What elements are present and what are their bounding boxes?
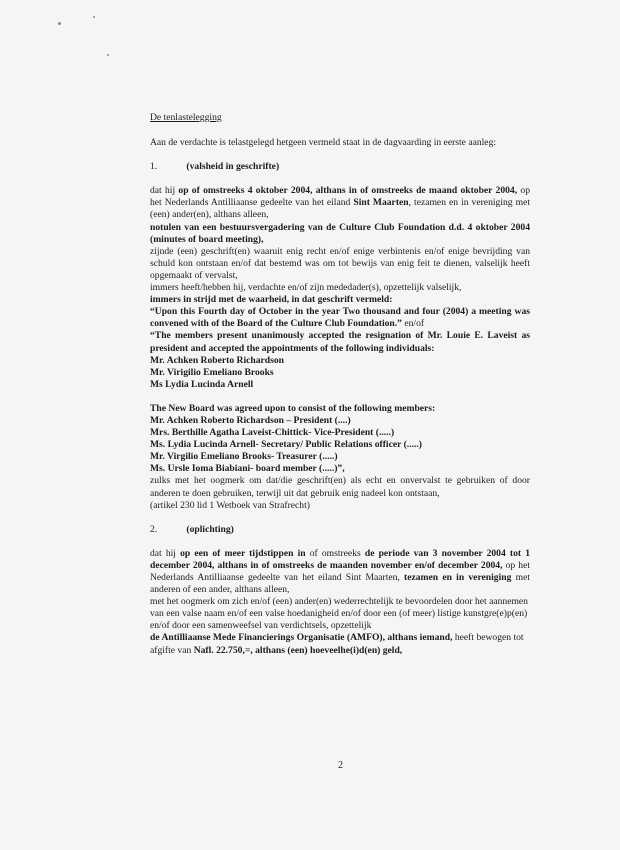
page-number: 2 xyxy=(338,760,343,771)
board-member-line: Ms. Lydia Lucinda Arnell- Secretary/ Public Relations officer (.....) xyxy=(150,439,422,451)
quote-2: “The members present unanimously accepted the resignation of Mr. Louie E. Laveist as president and accepted the appointments of the following individuals: xyxy=(150,330,530,354)
section-heading: De tenlastelegging xyxy=(150,112,222,123)
board-member-line: Ms. Ursle Ioma Biabiani- board member (.....)”, xyxy=(150,463,345,475)
article-reference: (artikel 230 lid 1 Wetboek van Strafrecht) xyxy=(150,499,310,511)
scan-speck xyxy=(93,16,95,18)
intro-paragraph: Aan de verdachte is telastgelegd hetgeen vermeld staat in de dagvaarding in eerste aanleg: xyxy=(150,137,497,149)
section-2-title: (oplichting) xyxy=(186,523,234,535)
text-run: op het Nederlands Antilliaanse gedeelte van het eiland Sint Maarten, xyxy=(150,559,530,583)
section-2-opening xyxy=(150,548,530,596)
text-run: met anderen of een ander, althans alleen, xyxy=(150,572,530,596)
board-member-line: Mr. Achken Roberto Richardson – President (....) xyxy=(150,414,351,426)
section-2-final xyxy=(150,632,530,656)
quote-1-text: “Upon this Fourth day of October in the year Two thousand and four (2004) a meeting was convened with of the Board of the Culture Club Foundation.” xyxy=(150,306,530,330)
board-member-line: Mr. Virgilio Emeliano Brooks- Treasurer (.....) xyxy=(150,451,338,463)
quote-1 xyxy=(150,306,530,330)
text-run: heeft bewogen tot afgifte van xyxy=(150,632,524,656)
text-run-bold: op of omstreeks 4 oktober 2004, althans in of omstreeks de maand oktober 2004, xyxy=(178,185,518,197)
section-2-number: 2. xyxy=(150,523,158,535)
text-run: of omstreeks xyxy=(305,547,365,559)
text-run-bold: op een of meer tijdstippen in xyxy=(180,547,306,559)
minutes-title: notulen van een bestuursvergadering van de Culture Club Foundation d.d. 4 oktober 2004 (minutes of board meeting), xyxy=(150,221,530,245)
text-run-bold: tezamen en in vereniging xyxy=(404,572,512,583)
document-body xyxy=(150,112,530,657)
truth-line: immers in strijd met de waarheid, in dat geschrift vermeld: xyxy=(150,294,393,306)
section-1-number: 1. xyxy=(150,161,158,173)
section-1-title: (valsheid in geschrifte) xyxy=(186,161,280,173)
text-run-bold: Sint Maarten xyxy=(353,197,409,209)
section-1-body-1: zijnde (een) geschrift(en) waaruit enig recht en/of enige verbintenis en/of enige bevrijding van schuld kon ontstaan en/of dat bestemd was om tot bewijs van enig feit te dienen, valselijk heeft opgemaakt of vervalst, xyxy=(150,245,530,281)
section-1-heading xyxy=(150,161,530,173)
section-1-body-2: immers heeft/hebben hij, verdachte en/of zijn mededader(s), opzettelijk valselijk, xyxy=(150,282,462,294)
board-member-line: Mrs. Berthille Agatha Laveist-Chittick- Vice-President (.....) xyxy=(150,427,395,439)
text-run-bold: de Antilliaanse Mede Financierings Organisatie (AMFO), althans iemand, xyxy=(150,632,453,644)
text-run: dat hij xyxy=(150,547,181,559)
scan-speck xyxy=(107,54,109,56)
scan-speck xyxy=(58,22,61,25)
text-run-bold: de periode van 3 november 2004 tot 1 december 2004, althans in of omstreeks de maanden november en/of december 2004, xyxy=(150,547,531,571)
section-1-opening xyxy=(150,185,530,221)
text-run: , tezamen en in vereniging met (een) ander(en), althans alleen, xyxy=(150,197,530,221)
quote-1-tail: en/of xyxy=(401,318,425,330)
individual-line: Mr. Virigilio Emeliano Brooks xyxy=(150,366,274,378)
text-run: op het Nederlands Antilliaanse gedeelte van het eiland xyxy=(150,185,530,209)
text-run: dat hij xyxy=(150,185,179,197)
section-1-closing: zulks met het oogmerk om dat/die geschrift(en) als echt en onvervalst te gebruiken of door anderen te doen gebruiken, terwijl uit dat gebruik enig nadeel kon ontstaan, xyxy=(150,475,530,499)
section-2-body: met het oogmerk om zich en/of (een) ander(en) wederrechtelijk te bevoordelen door het aannemen van een valse naam en/of een valse hoedanigheid en/of door een (of meer) listige kunstgre(e)p(en) en/of door een samenweefsel van verdichtsels, opzettelijk xyxy=(150,596,528,632)
individual-line: Mr. Achken Roberto Richardson xyxy=(150,354,284,366)
individual-line: Ms Lydia Lucinda Arnell xyxy=(150,378,254,390)
board-intro: The New Board was agreed upon to consist of the following members: xyxy=(150,402,436,414)
section-2-heading xyxy=(150,524,530,536)
text-run-bold: Nafl. 22.750,=, althans (een) hoeveelhe(i)d(en) geld, xyxy=(193,644,403,656)
